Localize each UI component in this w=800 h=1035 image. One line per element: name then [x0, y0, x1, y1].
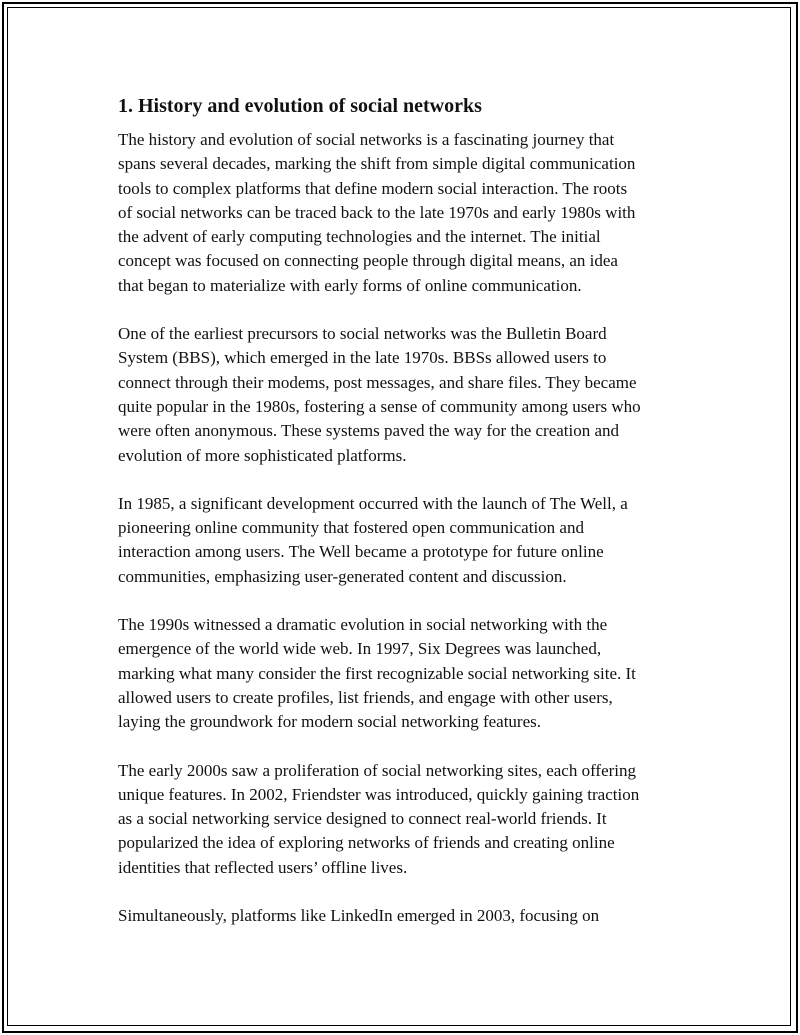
text-line: Simultaneously, platforms like LinkedIn emerged in 2003, focusing on [118, 906, 600, 926]
text-line: popularized the idea of exploring networks of friends and creating online [118, 833, 615, 853]
text-line: emergence of the world wide web. In 1997, Six Degrees was launched, [118, 639, 602, 659]
paragraph-1 [118, 128, 690, 298]
text-line: One of the earliest precursors to social networks was the Bulletin Board [118, 324, 607, 344]
paragraph-2 [118, 322, 690, 468]
text-line: quite popular in the 1980s, fostering a sense of community among users who [118, 396, 641, 416]
paragraph-4 [118, 613, 690, 734]
text-line: marking what many consider the first recognizable social networking site. It [118, 663, 636, 683]
text-line: tools to complex platforms that define modern social interaction. The roots [118, 178, 628, 198]
text-line: System (BBS), which emerged in the late 1970s. BBSs allowed users to [118, 348, 607, 368]
text-line: In 1985, a significant development occurred with the launch of The Well, a [118, 493, 628, 513]
paragraph-6 [118, 904, 690, 928]
text-line: spans several decades, marking the shift from simple digital communication [118, 154, 636, 174]
text-line: connect through their modems, post messages, and share files. They became [118, 372, 637, 392]
text-line: The early 2000s saw a proliferation of social networking sites, each offering [118, 760, 637, 780]
text-line: allowed users to create profiles, list friends, and engage with other users, [118, 687, 613, 707]
text-line: interaction among users. The Well became a prototype for future online [118, 542, 604, 562]
text-line: unique features. In 2002, Friendster was introduced, quickly gaining traction [118, 784, 640, 804]
text-line: evolution of more sophisticated platforms. [118, 445, 407, 465]
text-line: were often anonymous. These systems paved the way for the creation and [118, 421, 620, 441]
paragraph-5 [118, 759, 690, 880]
paragraph-3 [118, 492, 690, 589]
text-line: the advent of early computing technologies and the internet. The initial [118, 227, 601, 247]
text-line: The history and evolution of social networks is a fascinating journey that [118, 130, 615, 149]
text-line: communities, emphasizing user-generated content and discussion. [118, 566, 567, 586]
text-line: concept was focused on connecting people through digital means, an idea [118, 251, 618, 271]
section-heading: 1. History and evolution of social networks [118, 95, 482, 117]
document-body [118, 93, 690, 952]
text-line: laying the groundwork for modern social networking features. [118, 712, 541, 732]
text-line: of social networks can be traced back to the late 1970s and early 1980s with [118, 202, 636, 222]
text-line: identities that reflected users’ offline lives. [118, 857, 408, 877]
text-line: as a social networking service designed to connect real-world friends. It [118, 809, 607, 829]
text-line: The 1990s witnessed a dramatic evolution in social networking with the [118, 615, 608, 635]
text-line: pioneering online community that fostered open communication and [118, 518, 584, 538]
text-line: that began to materialize with early forms of online communication. [118, 275, 582, 295]
